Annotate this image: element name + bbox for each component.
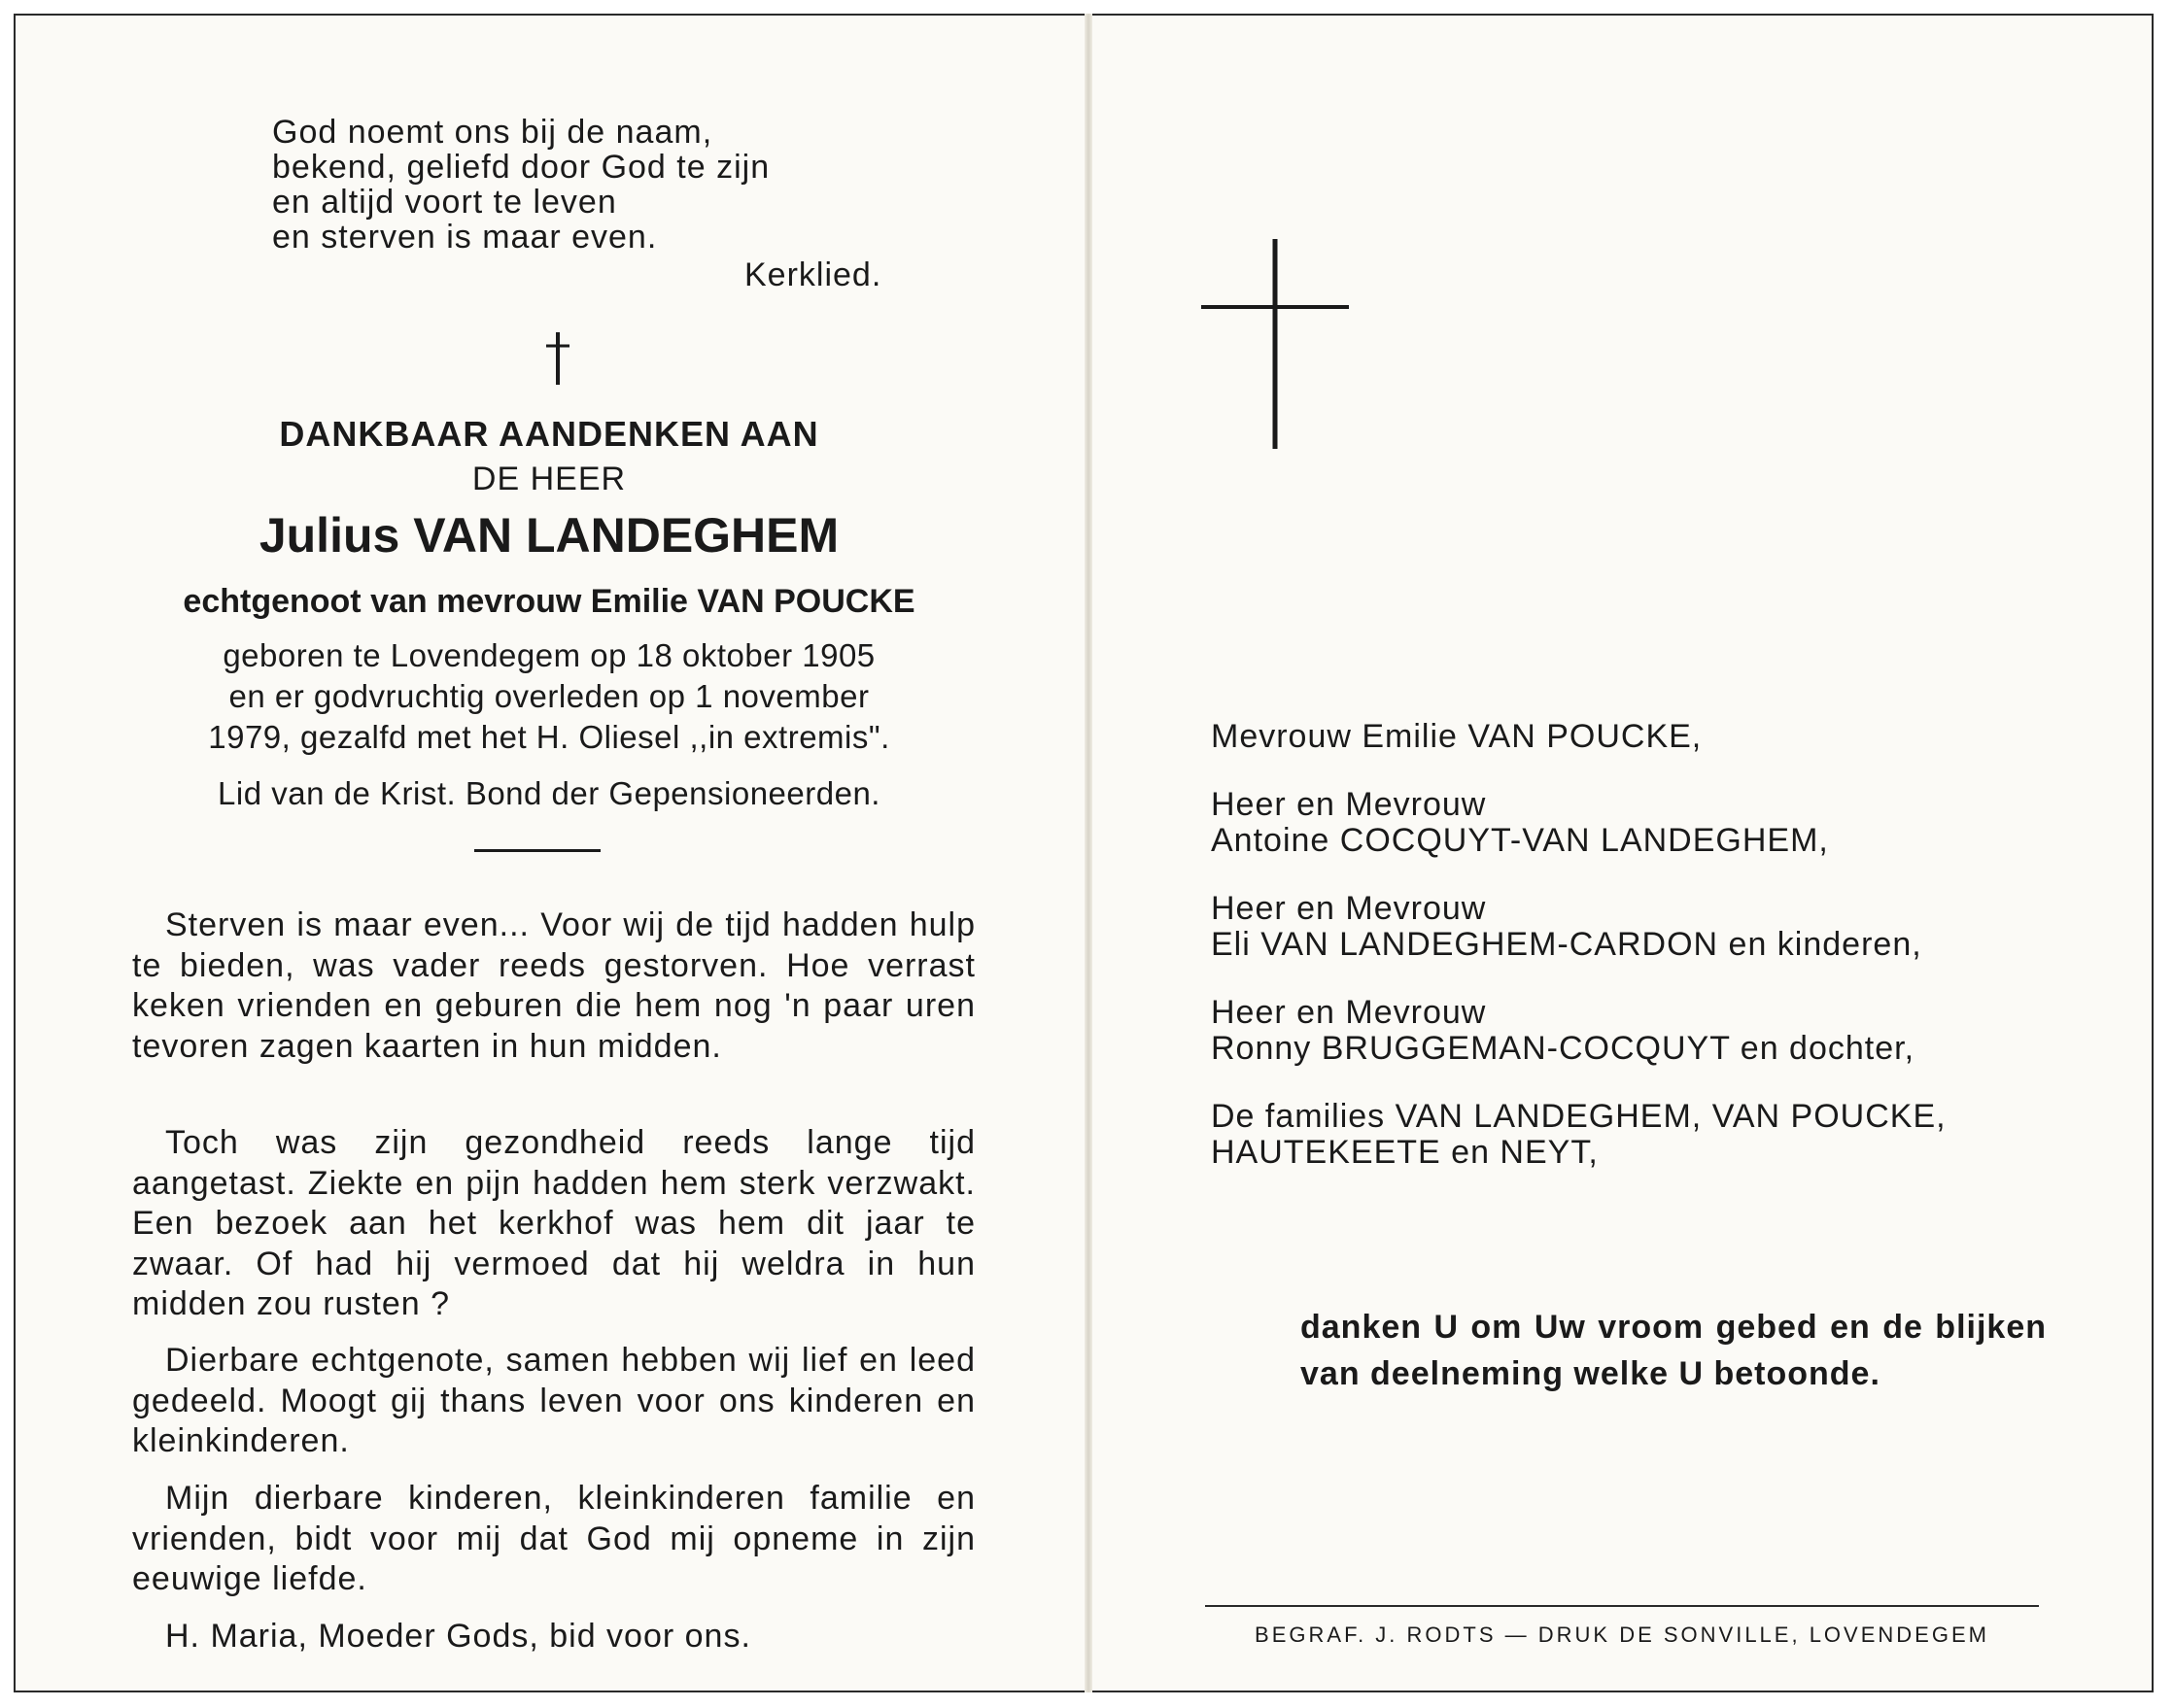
family-line: Antoine COCQUYT-VAN LANDEGHEM, <box>1211 822 1829 859</box>
family-line: De families VAN LANDEGHEM, VAN POUCKE, <box>1211 1098 1947 1135</box>
paragraph-text: H. Maria, Moeder Gods, bid voor ons. <box>165 1618 751 1655</box>
life-dates <box>14 635 1085 758</box>
membership-line: Lid van de Krist. Bond der Gepensioneerden. <box>218 775 880 811</box>
thanks-text <box>1300 1304 2047 1397</box>
paragraph <box>132 1123 976 1325</box>
divider <box>474 849 601 852</box>
family-group <box>1211 1099 1947 1171</box>
poem-source: Kerklied. <box>744 256 882 293</box>
thanks-paragraph: danken U om Uw vroom gebed en de blijken van deelneming welke U betoonde. <box>1300 1309 2047 1392</box>
poem-line: en sterven is maar even. <box>272 219 658 256</box>
family-group <box>1211 787 1947 859</box>
family-line: Eli VAN LANDEGHEM-CARDON en kinderen, <box>1211 926 1922 963</box>
family-group <box>1211 891 1947 963</box>
family-line: Heer en Mevrouw <box>1211 786 1487 823</box>
poem <box>272 115 770 255</box>
family-line: Heer en Mevrouw <box>1211 890 1487 927</box>
printer-credit: BEGRAF. J. RODTS — DRUK DE SONVILLE, LOVENDEGEM <box>1255 1623 1989 1647</box>
heading-title: DE HEER <box>471 461 627 497</box>
family-group <box>1211 719 1947 755</box>
paragraph <box>132 905 976 1067</box>
family-line: HAUTEKEETE en NEYT, <box>1211 1134 1599 1171</box>
paragraph-text: Sterven is maar even... Voor wij de tijd hadden hulp te bieden, was vader reeds gestorven. Hoe verrast keken vrienden en geburen die hem nog 'n paar uren tevoren zagen kaarten in hun midden. <box>132 906 976 1065</box>
poem-line: bekend, geliefd door God te zijn <box>272 149 771 186</box>
spouse-line: echtgenoot van mevrouw Emilie VAN POUCKE <box>183 583 915 620</box>
dates-line: en er godvruchtig overleden op 1 november <box>228 678 870 714</box>
dates-line: 1979, gezalfd met het H. Oliesel ,,in extremis". <box>208 719 890 755</box>
poem-line: en altijd voort te leven <box>272 184 617 221</box>
left-panel <box>14 14 1085 1692</box>
dates-line: geboren te Lovendegem op 18 oktober 1905 <box>223 637 876 673</box>
paragraph <box>132 1479 976 1600</box>
prayer-line <box>132 1617 976 1657</box>
poem-line: God noemt ons bij de naam, <box>272 114 713 151</box>
family-group <box>1211 995 1947 1067</box>
heading-remembrance: DANKBAAR AANDENKEN AAN <box>279 414 819 454</box>
paragraph-text: Toch was zijn gezondheid reeds lange tijd aangetast. Ziekte en pijn hadden hem sterk verzwakt. Een bezoek aan het kerkhof was hem dit jaar te zwaar. Of had hij vermoed dat hij weldra in hun midden zou rusten ? <box>132 1124 976 1322</box>
paragraph-text: Dierbare echtgenote, samen hebben wij lief en leed gedeeld. Moogt gij thans leven voor ons kinderen en kleinkinderen. <box>132 1342 976 1459</box>
family-list <box>1211 719 1947 1203</box>
family-line: Heer en Mevrouw <box>1211 994 1487 1031</box>
paragraph-text: Mijn dierbare kinderen, kleinkinderen familie en vrienden, bidt voor mij dat God mij opneme in zijn eeuwige liefde. <box>132 1480 976 1597</box>
footer-rule <box>1205 1605 2039 1607</box>
paragraph <box>132 1341 976 1462</box>
card-fold <box>1085 14 1092 1692</box>
deceased-name: Julius VAN LANDEGHEM <box>259 508 840 563</box>
large-cross-icon <box>1201 239 1349 449</box>
family-line: Mevrouw Emilie VAN POUCKE, <box>1211 718 1703 755</box>
family-line: Ronny BRUGGEMAN-COCQUYT en dochter, <box>1211 1030 1915 1067</box>
cross-icon <box>538 330 577 385</box>
